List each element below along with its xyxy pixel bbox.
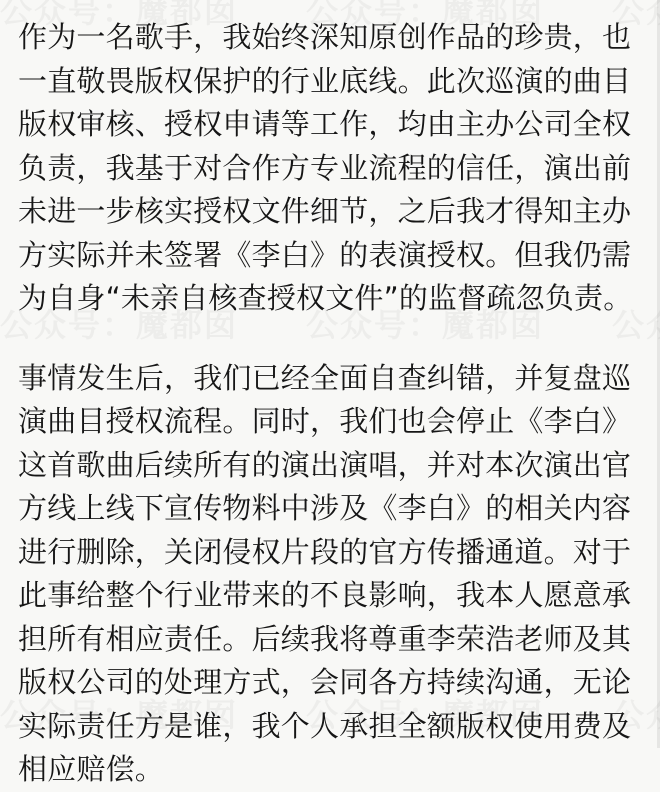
statement-paragraph-1: 作为一名歌手，我始终深知原创作品的珍贵，也一直敬畏版权保护的行业底线。此次巡演的曲目版权审核、授权申请等工作，均由主办公司全权负责，我基于对合作方专业流程的信任，演出前未进一步核实授权文件细节，之后我才得知主办方实际并未签署《李白》的表演授权。但我仍需为自身“未亲自核查授权文件”的监督疏忽负责。 xyxy=(18,20,633,315)
statement-paragraph-2: 事情发生后，我们已经全面自查纠错，并复盘巡演曲目授权流程。同时，我们也会停止《李白》这首歌曲后续所有的演出演唱，并对本次演出官方线上线下宣传物料中涉及《李白》的相关内容进行删除，关闭侵权片段的官方传播通道。对于此事给整个行业带来的不良影响，我本人愿意承担所有相应责任。后续我将尊重李荣浩老师及其版权公司的处理方式，会同各方持续沟通，无论实际责任方是谁，我个人承担全额版权使用费及相应赔偿。 xyxy=(18,360,632,786)
paragraph-gap xyxy=(18,321,639,357)
